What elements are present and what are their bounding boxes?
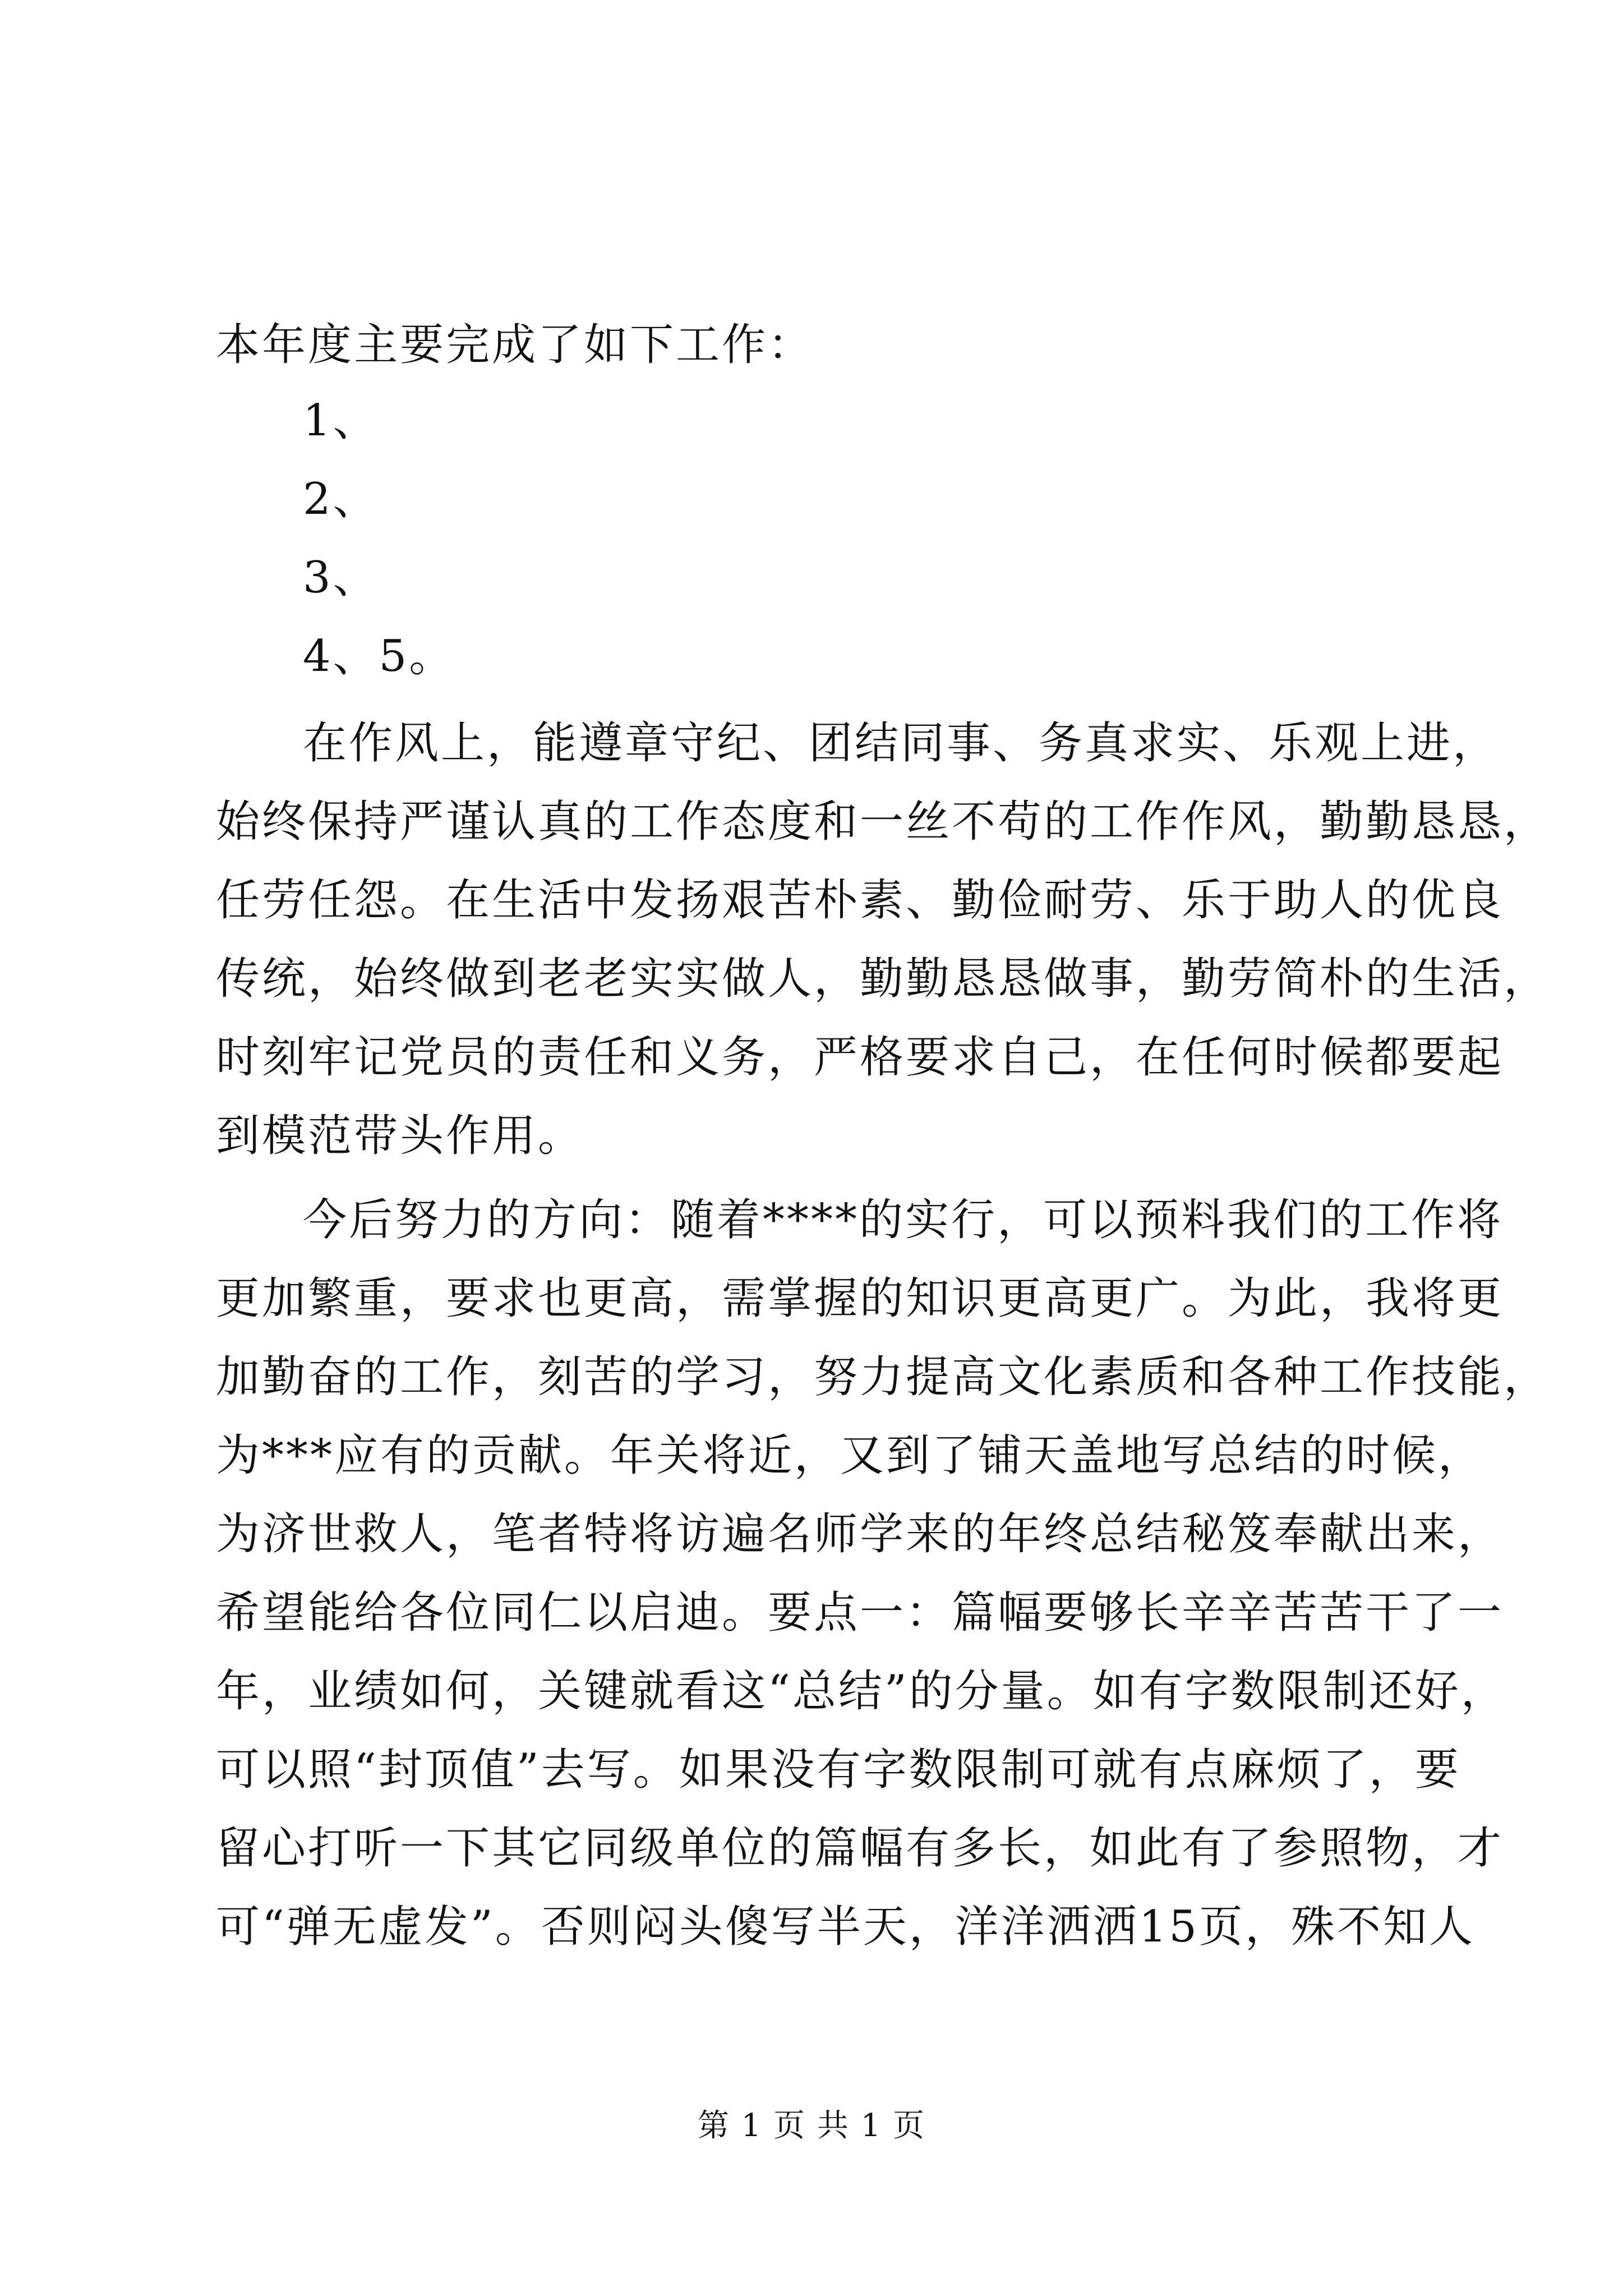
list-item-4-5: 4、5。: [303, 631, 455, 682]
paragraph-line: 加勤奋的工作，刻苦的学习，努力提高文化素质和各种工作技能，: [216, 1352, 1550, 1402]
intro-line: 本年度主要完成了如下工作：: [216, 320, 814, 370]
paragraph-line: 可“弹无虚发”。否则闷头傻写半天，洋洋洒洒15页，殊不知人: [216, 1902, 1476, 1952]
paragraph-line: 为济世救人，笔者特将访遍名师学来的年终总结秘笈奉献出来，: [216, 1509, 1504, 1559]
paragraph-line: 希望能给各位同仁以启迪。要点一：篇幅要够长辛辛苦苦干了一: [216, 1588, 1504, 1638]
paragraph-line: 年，业绩如何，关键就看这“总结”的分量。如有字数限制还好，: [216, 1666, 1507, 1717]
paragraph-line: 时刻牢记党员的责任和义务，严格要求自己，在任何时候都要起: [216, 1032, 1504, 1083]
paragraph-line: 始终保持严谨认真的工作态度和一丝不苟的工作作风，勤勤恳恳，: [216, 797, 1550, 847]
list-item-3: 3、: [303, 553, 379, 603]
paragraph-line: 任劳任怨。在生活中发扬艰苦朴素、勤俭耐劳、乐于助人的优良: [216, 875, 1504, 926]
list-item-2: 2、: [303, 474, 379, 524]
list-item-1: 1、: [303, 395, 379, 446]
page-footer: 第 1 页 共 1 页: [697, 2108, 926, 2144]
paragraph-line: 在作风上，能遵章守纪、团结同事、务真求实、乐观上进，: [303, 718, 1499, 769]
paragraph-line: 今后努力的方向：随着****的实行，可以预料我们的工作将: [303, 1195, 1504, 1245]
paragraph-line: 留心打听一下其它同级单位的篇幅有多长，如此有了参照物，才: [216, 1823, 1504, 1874]
paragraph-line: 到模范带头作用。: [216, 1111, 584, 1161]
paragraph-line: 可以照“封顶值”去写。如果没有字数限制可就有点麻烦了，要: [216, 1745, 1461, 1795]
paragraph-line: 更加繁重，要求也更高，需掌握的知识更高更广。为此，我将更: [216, 1273, 1504, 1324]
paragraph-line: 为***应有的贡献。年关将近，又到了铺天盖地写总结的时候，: [216, 1430, 1484, 1481]
paragraph-line: 传统，始终做到老老实实做人，勤勤恳恳做事，勤劳简朴的生活，: [216, 954, 1550, 1004]
